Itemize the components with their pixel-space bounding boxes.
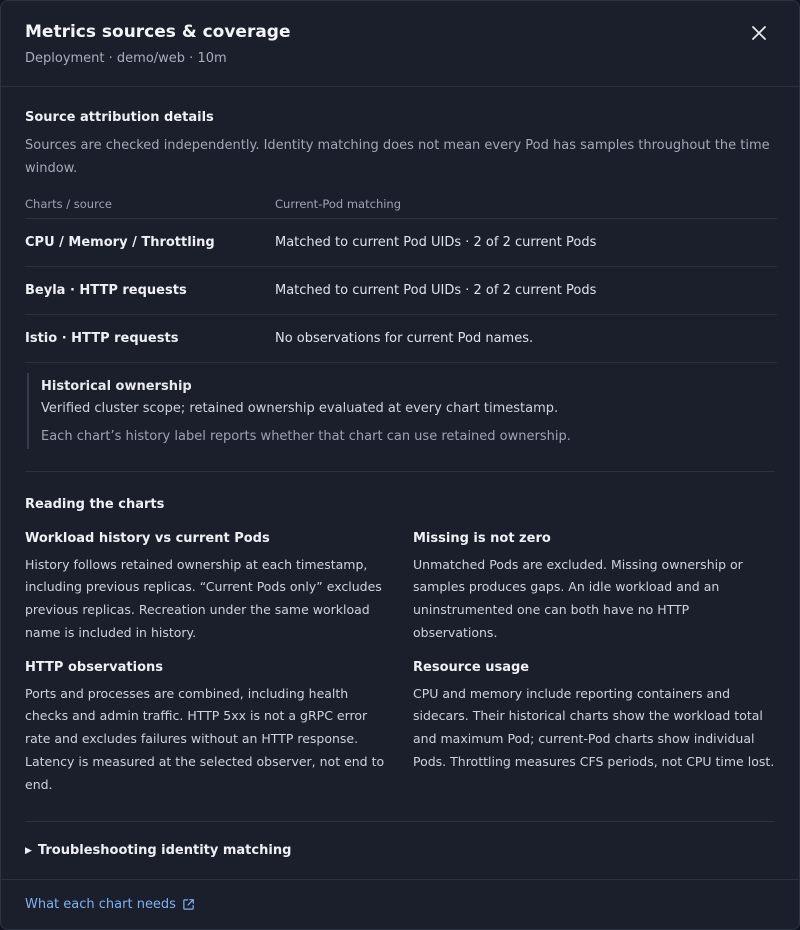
source-table-header: [25, 190, 777, 218]
reading-item: [25, 659, 389, 797]
source-matching: No observations for current Pod names.: [275, 314, 777, 362]
reading-charts-title: Reading the charts: [25, 496, 165, 512]
source-attribution-title: Source attribution details: [25, 110, 214, 125]
table-row: [25, 314, 777, 362]
historical-ownership-title: Historical ownership: [41, 378, 192, 394]
source-name: Istio · HTTP requests: [25, 314, 275, 362]
reading-item-title: Resource usage: [413, 659, 530, 675]
reading-item-title: Workload history vs current Pods: [25, 530, 270, 546]
dialog-header: [1, 1, 799, 87]
reading-item-title: HTTP observations: [25, 659, 164, 675]
what-each-chart-needs-link[interactable]: [25, 897, 195, 912]
dialog-subtitle: Deployment · demo/web · 10m: [25, 51, 227, 66]
source-name: Beyla · HTTP requests: [25, 266, 275, 314]
historical-ownership-line1: Verified cluster scope; retained ownership evaluated at every chart timestamp.: [41, 400, 559, 416]
reading-charts-grid: [25, 530, 775, 811]
dialog-content: [1, 109, 799, 880]
historical-ownership-note: [27, 373, 775, 449]
troubleshooting-toggle[interactable]: [25, 822, 775, 880]
reading-item-body: History follows retained ownership at each timestamp, including previous replicas. “Current Pods only” excludes previous replicas. Recreation under the same workload name is included in history.: [25, 556, 382, 640]
reading-item-body: Ports and processes are combined, including health checks and admin traffic. HTTP 5xx is not a gRPC error rate and excludes failures without an HTTP response. Latency is measured at the selected observer, not end to end.: [25, 685, 385, 792]
link-label: What each chart needs: [25, 897, 176, 912]
historical-ownership-line2: Each chart’s history label reports whether that chart can use retained ownership.: [41, 428, 571, 444]
reading-item: [413, 659, 777, 797]
external-link-icon: [182, 898, 195, 911]
table-row: [25, 218, 777, 266]
source-attribution-description: Sources are checked independently. Identity matching does not mean every Pod has samples throughout the time window.: [25, 138, 770, 176]
source-matching: Matched to current Pod UIDs · 2 of 2 current Pods: [275, 266, 777, 314]
reading-item-body: CPU and memory include reporting containers and sidecars. Their historical charts show the workload total and maximum Pod; current-Pod charts show individual Pods. Throttling measures CFS periods, not CPU time lost.: [413, 685, 775, 770]
table-row: [25, 266, 777, 314]
reading-item-title: Missing is not zero: [413, 530, 551, 546]
source-table: [25, 190, 777, 363]
column-header-matching: Current-Pod matching: [275, 190, 777, 218]
dialog-title: Metrics sources & coverage: [25, 22, 291, 42]
source-matching: Matched to current Pod UIDs · 2 of 2 current Pods: [275, 218, 777, 266]
troubleshooting-label: Troubleshooting identity matching: [37, 843, 292, 859]
section-divider: [25, 471, 775, 472]
column-header-source: Charts / source: [25, 190, 275, 218]
close-icon: [749, 23, 769, 43]
reading-item: [413, 530, 777, 645]
close-button[interactable]: [749, 23, 769, 43]
triangle-right-icon: ▶: [25, 845, 32, 856]
reading-item: [25, 530, 389, 645]
source-name: CPU / Memory / Throttling: [25, 218, 275, 266]
dialog-footer: [1, 879, 799, 929]
reading-item-body: Unmatched Pods are excluded. Missing ownership or samples produces gaps. An idle workload and an uninstrumented one can both have no HTTP observations.: [413, 556, 743, 640]
